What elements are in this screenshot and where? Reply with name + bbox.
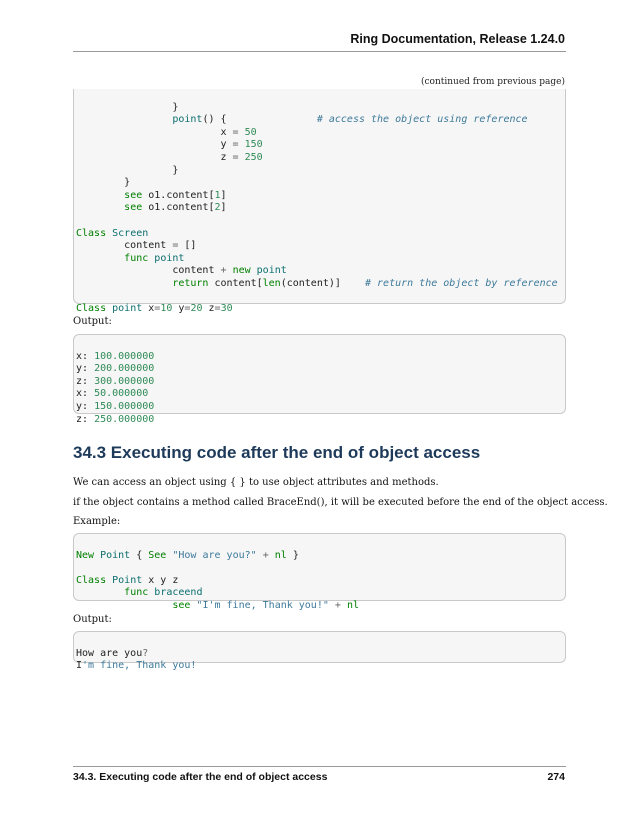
header-rule: [73, 51, 566, 52]
footer-rule: [73, 766, 566, 767]
code-line: [76, 215, 558, 228]
code-line: see o1.content[2]: [124, 202, 227, 214]
code-line: y = 150: [76, 139, 263, 151]
code-line: Class point x=10 y=20 z=30: [76, 303, 233, 315]
code-line: x = 50: [76, 126, 257, 138]
code-line: see "I'm fine, Thank you!" + nl: [172, 599, 360, 611]
code-line: func braceend: [124, 587, 203, 599]
page-number: 274: [547, 771, 565, 783]
footer-section-title: 34.3. Executing code after the end of object access: [73, 771, 328, 783]
code-line: return content[len(content)] # return the object by reference: [172, 277, 558, 289]
paragraph: We can access an object using { } to use object attributes and methods.: [73, 477, 439, 488]
output-lines: [76, 635, 196, 698]
continued-note: (continued from previous page): [420, 77, 565, 87]
paragraph: if the object contains a method called BraceEnd(), it will be executed before the end of the object access.: [73, 497, 608, 508]
code-lines: [76, 89, 558, 341]
output-line: x: 100.000000: [76, 350, 155, 362]
example-label: Example:: [73, 516, 121, 527]
code-block-continued: [73, 89, 566, 315]
code-line: New Point { See "How are you?" + nl }: [76, 549, 299, 561]
code-line: [76, 291, 558, 304]
output-label: Output:: [73, 614, 112, 625]
output-line: y: 200.000000: [76, 363, 155, 375]
code-line: [76, 562, 359, 575]
code-line: point() { # access the object using reference: [172, 114, 528, 126]
output-block-2: [73, 631, 566, 672]
code-line: }: [76, 177, 131, 189]
code-line: see o1.content[1]: [124, 189, 227, 201]
code-line: func point: [124, 252, 185, 264]
output-block-1: [73, 334, 566, 425]
output-line: z: 300.000000: [76, 375, 155, 387]
code-line: content = []: [76, 240, 197, 252]
code-line: Class Point x y z: [76, 574, 179, 586]
output-line: How are you?: [76, 647, 149, 659]
code-line: }: [172, 101, 179, 113]
code-line: }: [76, 164, 179, 176]
code-line: content + new point: [76, 265, 287, 277]
output-line: y: 150.000000: [76, 400, 155, 412]
output-line: x: 50.000000: [76, 388, 149, 400]
output-line: z: 250.000000: [76, 413, 155, 425]
code-line: Class Screen: [76, 227, 149, 239]
section-heading: 34.3 Executing code after the end of object access: [73, 443, 481, 462]
output-label: Output:: [73, 316, 112, 327]
output-line: I'm fine, Thank you!: [76, 660, 197, 672]
code-line: z = 250: [76, 151, 263, 163]
output-lines: [76, 338, 154, 451]
code-lines: [76, 537, 359, 638]
running-header-title: Ring Documentation, Release 1.24.0: [350, 32, 565, 46]
code-block-example: [73, 533, 566, 611]
